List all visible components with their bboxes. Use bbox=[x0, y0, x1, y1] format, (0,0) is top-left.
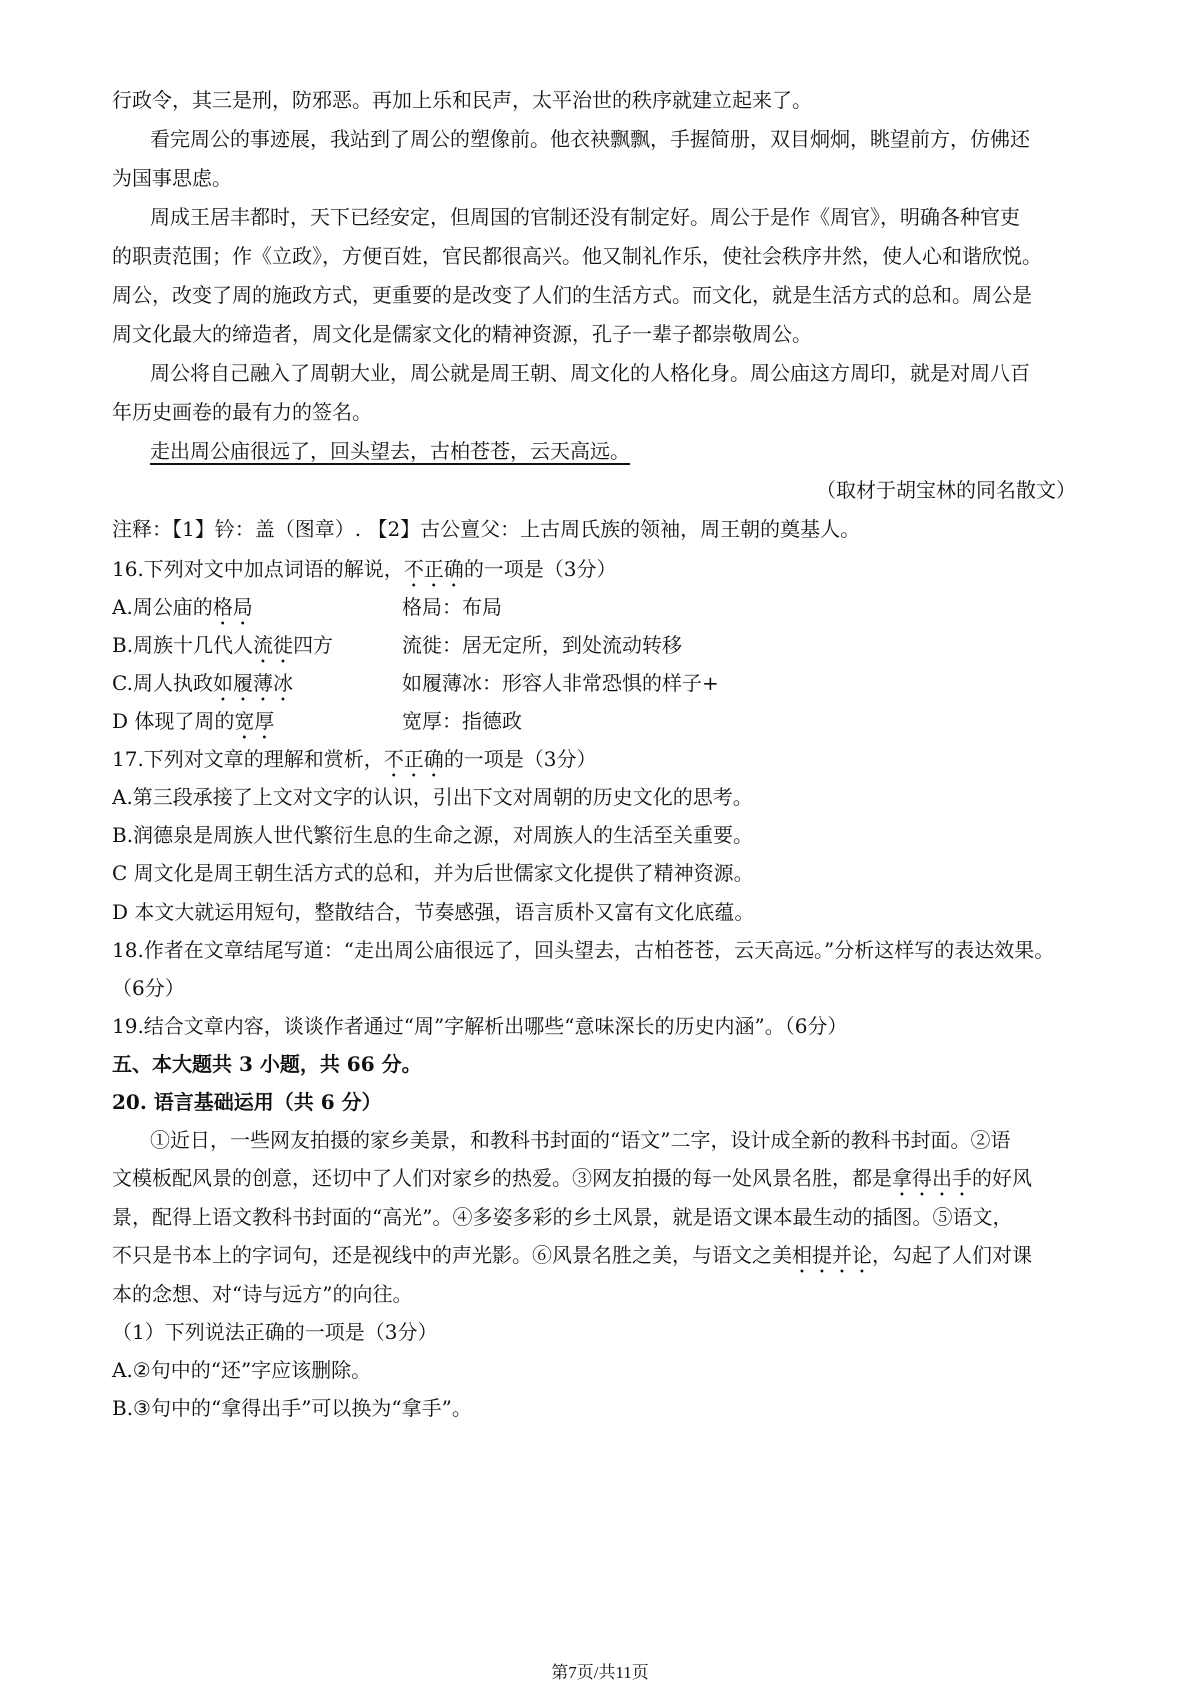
passage-line: 的职责范围；作《立政》，方便百姓，官民都很高兴。他又制礼作乐，使社会秩序井然，使人心和谐欣悦。 bbox=[112, 244, 1042, 268]
passage-notes: 注释：【1】钤：盖（图章）. 【2】古公亶父：上古周氏族的领袖，周王朝的奠基人。 bbox=[112, 517, 861, 541]
q16-option-d-def: 宽厚：指德政 bbox=[402, 709, 522, 733]
q20-passage-line: ①近日，一些网友拍摄的家乡美景，和教科书封面的“语文”二字，设计成全新的教科书封面。②语 bbox=[150, 1128, 1011, 1152]
q20-passage-line: 不只是书本上的字词句，还是视线中的声光影。⑥风景名胜之美，与语文之美相提并论，勾起了人们对课 bbox=[112, 1243, 1032, 1267]
q18-stem: 18.作者在文章结尾写道：“走出周公庙很远了，回头望去，古柏苍苍，云天高远。”分析这样写的表达效果。 bbox=[112, 938, 1055, 962]
q19-stem: 19.结合文章内容，谈谈作者通过“周”字解析出哪些“意味深长的历史内涵”。（6分） bbox=[112, 1014, 848, 1038]
q20-passage-line: 本的念想、对“诗与远方”的向往。 bbox=[112, 1282, 413, 1306]
emphasis-dotted: 不正确 bbox=[403, 557, 464, 581]
q17-option-b: B.润德泉是周族人世代繁衍生息的生命之源，对周族人的生活至关重要。 bbox=[112, 823, 754, 847]
q17-option-a: A.第三段承接了上文对文字的认识，引出下文对周朝的历史文化的思考。 bbox=[112, 785, 753, 809]
passage-line: 行政令，其三是刑，防邪恶。再加上乐和民声，太平治世的秩序就建立起来了。 bbox=[112, 88, 812, 112]
q17-option-d: D 本文大就运用短句，整散结合，节奏感强，语言质朴又富有文化底蕴。 bbox=[112, 900, 755, 924]
emphasis-dotted: 相提并论 bbox=[792, 1243, 872, 1267]
emphasis-dotted: 格局 bbox=[212, 595, 253, 619]
passage-line: 周公将自己融入了周朝大业，周公就是周王朝、周文化的人格化身。周公庙这方周印，就是对周八百 bbox=[150, 361, 1030, 385]
passage-line: 为国事思虑。 bbox=[112, 166, 232, 190]
passage-line: 周公，改变了周的施政方式，更重要的是改变了人们的生活方式。而文化，就是生活方式的总和。周公是 bbox=[112, 283, 1032, 307]
q16-stem: 16.下列对文中加点词语的解说，不正确的一项是（3分） bbox=[112, 557, 617, 581]
q20-passage-line: 景，配得上语文教科书封面的“高光”。④多姿多彩的乡土风景，就是语文课本最生动的插图。⑤语文， bbox=[112, 1205, 1013, 1229]
q20-sub1-option-b: B.③句中的“拿得出手”可以换为“拿手”。 bbox=[112, 1396, 472, 1420]
q20-sub1-option-a: A.②句中的“还”字应该删除。 bbox=[112, 1358, 372, 1382]
q20-passage-line: 文模板配风景的创意，还切中了人们对家乡的热爱。③网友拍摄的每一处风景名胜，都是拿得出手的好风 bbox=[112, 1166, 1032, 1190]
emphasis-dotted: 拿得出手 bbox=[892, 1166, 972, 1190]
passage-line: 年历史画卷的最有力的签名。 bbox=[112, 400, 372, 424]
passage-ending-underlined: 走出周公庙很远了，回头望去，古柏苍苍，云天高远。 bbox=[150, 439, 630, 463]
passage-line: 周文化最大的缔造者，周文化是儒家文化的精神资源，孔子一辈子都崇敬周公。 bbox=[112, 322, 812, 346]
exam-page: 行政令，其三是刑，防邪恶。再加上乐和民声，太平治世的秩序就建立起来了。 看完周公的事迹展，我站到了周公的塑像前。他衣袂飘飘，手握简册，双目炯炯，眺望前方，仿佛还 为国事思虑。 周成王居丰都时，天下已经安定，但周国的官制还没有制定好。周公于是作《周官》，明确各种官吏 的职责范围；作《立政》，方便百姓，官民都很高兴。他又制礼作乐，使社会秩序井然，使人心和谐欣悦。 周公，改变了周的施政方式，更重要的是改变了人们的生活方式。而文化，就是生活方式的总和。周公是 周文化最大的缔造者，周文化是儒家文化的精神资源，孔子一辈子都崇敬周公。 周公将自己融入了周朝大业，周公就是周王朝、周文化的人格化身。周公庙这方周印，就是对周八百 年历史画卷的最有力的签名。 走出周公庙很远了，回头望去，古柏苍苍，云天高远。 （取材于胡宝林的同名散文） 注释：【1】钤：盖（图章）. 【2】古公亶父：上古周氏族的领袖，周王朝的奠基人。 16.下列对文中加点词语的解说，不正确的一项是（3分） A.周公庙的格局 格局：布局 B.周族十几代人流徙四方 流徙：居无定所，到处流动转移 C.周人执政如履薄冰 如履薄冰：形容人非常恐惧的样子+ D 体现了周的宽厚 宽厚：指德政 17.下列对文章的理解和赏析，不正确的一项是（3分） A.第三段承接了上文对文字的认识，引出下文对周朝的历史文化的思考。 B.润德泉是周族人世代繁衍生息的生命之源，对周族人的生活至关重要。 C 周文化是周王朝生活方式的总和，并为后世儒家文化提供了精神资源。 D 本文大就运用短句，整散结合，节奏感强，语言质朴又富有文化底蕴。 18.作者在文章结尾写道：“走出周公庙很远了，回头望去，古柏苍苍，云天高远。”分析这样写的表达效果。 （6分） 19.结合文章内容，谈谈作者通过“周”字解析出哪些“意味深长的历史内涵”。（6分） 五、本大题共 3 小题，共 66 分。 20. 语言基础运用（共 6 分） ①近日，一些网友拍摄的家乡美景，和教科书封面的“语文”二字，设计成全新的教科书封面。②语 文模板配风景的创意，还切中了人们对家乡的热爱。③网友拍摄的每一处风景名胜，都是拿得出手的好风 景，配得上语文教科书封面的“高光”。④多姿多彩的乡土风景，就是语文课本最生动的插图。⑤语文， 不只是书本上的字词句，还是视线中的声光影。⑥风景名胜之美，与语文之美相提并论，勾起了人们对课 本的念想、对“诗与远方”的向往。 （1）下列说法正确的一项是（3分） A.②句中的“还”字应该删除。 B.③句中的“拿得出手”可以换为“拿手”。 第7页/共11页 bbox=[0, 0, 1200, 1698]
passage-line: 周成王居丰都时，天下已经安定，但周国的官制还没有制定好。周公于是作《周官》，明确各种官吏 bbox=[150, 205, 1020, 229]
q20-title: 20. 语言基础运用（共 6 分） bbox=[112, 1090, 382, 1114]
q16-option-c-def: 如履薄冰：形容人非常恐惧的样子+ bbox=[402, 671, 719, 695]
emphasis-dotted: 流徙 bbox=[253, 633, 294, 657]
emphasis-dotted: 宽厚 bbox=[234, 709, 275, 733]
emphasis-dotted: 不正确 bbox=[383, 747, 444, 771]
passage-source: （取材于胡宝林的同名散文） bbox=[816, 478, 1076, 502]
page-number: 第7页/共11页 bbox=[551, 1663, 649, 1682]
q18-score: （6分） bbox=[112, 976, 185, 1000]
emphasis-dotted: 如履薄冰 bbox=[212, 671, 293, 695]
q16-option-b-def: 流徙：居无定所，到处流动转移 bbox=[402, 633, 682, 657]
section-heading: 五、本大题共 3 小题，共 66 分。 bbox=[112, 1052, 422, 1076]
q17-option-c: C 周文化是周王朝生活方式的总和，并为后世儒家文化提供了精神资源。 bbox=[112, 861, 754, 885]
q16-option-a-def: 格局：布局 bbox=[402, 595, 502, 619]
q17-stem: 17.下列对文章的理解和赏析，不正确的一项是（3分） bbox=[112, 747, 597, 771]
passage-line: 看完周公的事迹展，我站到了周公的塑像前。他衣袂飘飘，手握简册，双目炯炯，眺望前方，仿佛还 bbox=[150, 127, 1030, 151]
q20-sub1-stem: （1）下列说法正确的一项是（3分） bbox=[112, 1320, 438, 1344]
